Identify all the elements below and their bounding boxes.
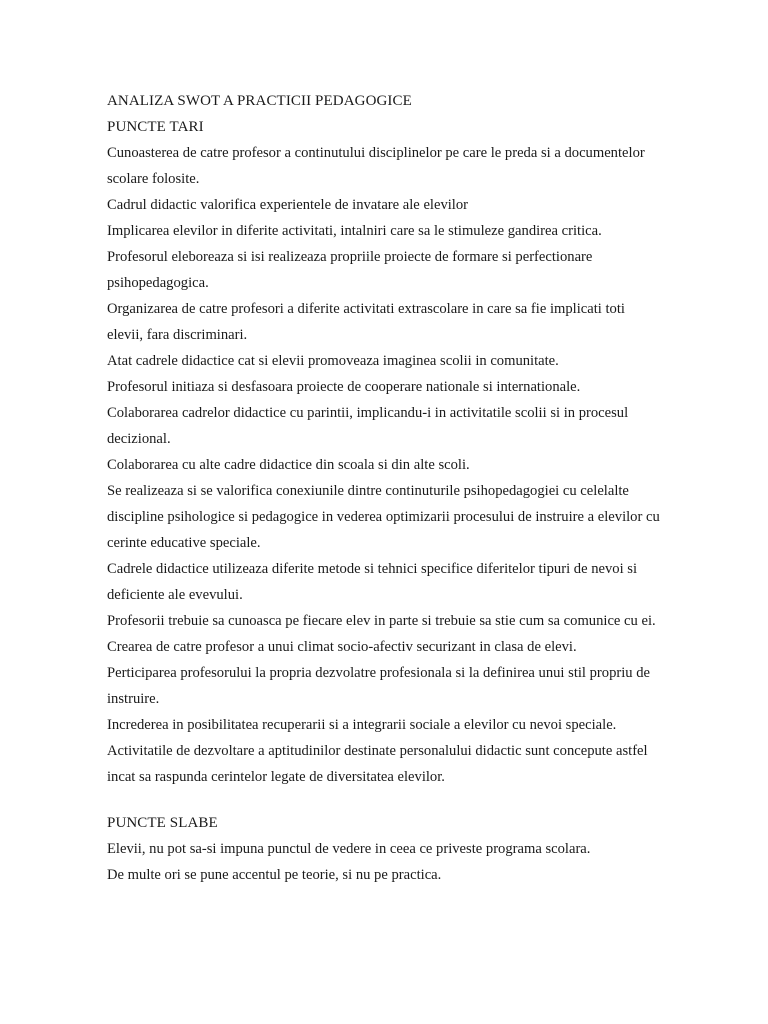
text-line: Colaborarea cadrelor didactice cu parintii, implicandu-i in activitatile scolii si in procesul bbox=[107, 405, 629, 421]
text-line: Atat cadrele didactice cat si elevii promoveaza imaginea scolii in comunitate. bbox=[107, 353, 559, 369]
text-line: deficiente ale evevului. bbox=[107, 587, 243, 603]
text-line: Organizarea de catre profesori a diferite activitati extrascolare in care sa fie implicati toti bbox=[107, 301, 625, 317]
text-line: Profesorul eleboreaza si isi realizeaza propriile proiecte de formare si perfectionare bbox=[107, 249, 593, 265]
text-line: Se realizeaza si se valorifica conexiunile dintre continuturile psihopedagogiei cu celelalte bbox=[107, 483, 629, 499]
text-line: discipline psihologice si pedagogice in vederea optimizarii procesului de instruire a elevilor cu bbox=[107, 509, 660, 525]
text-line: Implicarea elevilor in diferite activitati, intalniri care sa le stimuleze gandirea critica. bbox=[107, 223, 602, 239]
document-title: ANALIZA SWOT A PRACTICII PEDAGOGICE bbox=[107, 93, 412, 109]
text-line: Profesorii trebuie sa cunoasca pe fiecare elev in parte si trebuie sa stie cum sa comunice cu ei. bbox=[107, 613, 656, 629]
section-heading: PUNCTE SLABE bbox=[107, 815, 218, 831]
section-weaknesses bbox=[107, 810, 687, 888]
section-spacer bbox=[107, 790, 687, 810]
text-line: Perticiparea profesorului la propria dezvolatre profesionala si la definirea unui stil propriu de bbox=[107, 665, 651, 681]
text-line: cerinte educative speciale. bbox=[107, 535, 261, 551]
text-line: Activitatile de dezvoltare a aptitudinilor destinate personalului didactic sunt concepute astfel bbox=[107, 743, 648, 759]
text-line: Increderea in posibilitatea recuperarii si a integrarii sociale a elevilor cu nevoi speciale. bbox=[107, 717, 617, 733]
document-body bbox=[107, 88, 687, 888]
section-strengths bbox=[107, 114, 687, 790]
text-line: psihopedagogica. bbox=[107, 275, 209, 291]
text-line: Profesorul initiaza si desfasoara proiecte de cooperare nationale si internationale. bbox=[107, 379, 581, 395]
text-line: decizional. bbox=[107, 431, 171, 447]
text-line: incat sa raspunda cerintelor legate de diversitatea elevilor. bbox=[107, 769, 445, 785]
text-line: instruire. bbox=[107, 691, 160, 707]
text-line: Cadrele didactice utilizeaza diferite metode si tehnici specifice diferitelor tipuri de nevoi si bbox=[107, 561, 638, 577]
text-line: scolare folosite. bbox=[107, 171, 200, 187]
text-line: Cunoasterea de catre profesor a continutului disciplinelor pe care le preda si a documentelor bbox=[107, 145, 645, 161]
text-line: Elevii, nu pot sa-si impuna punctul de vedere in ceea ce priveste programa scolara. bbox=[107, 841, 591, 857]
text-line: Colaborarea cu alte cadre didactice din scoala si din alte scoli. bbox=[107, 457, 470, 473]
text-line: Cadrul didactic valorifica experientele de invatare ale elevilor bbox=[107, 197, 469, 213]
text-line: Crearea de catre profesor a unui climat socio-afectiv securizant in clasa de elevi. bbox=[107, 639, 577, 655]
section-heading: PUNCTE TARI bbox=[107, 119, 204, 135]
text-line: De multe ori se pune accentul pe teorie, si nu pe practica. bbox=[107, 867, 442, 883]
text-line: elevii, fara discriminari. bbox=[107, 327, 248, 343]
